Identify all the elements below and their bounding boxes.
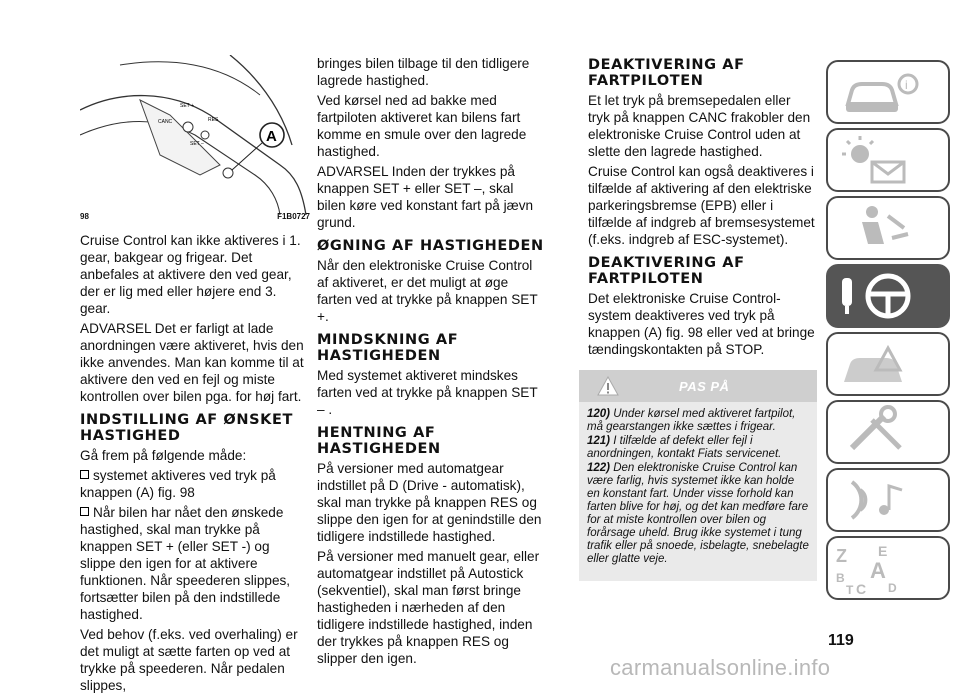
paragraph: På versioner med automatgear indstillet på D (Drive - automatisk), skal man trykke på knappen RES og slippe den igen for at genindstille den tidligere indstillede hastighed. <box>317 461 542 544</box>
warning-item-number: 121) <box>587 435 611 447</box>
warning-item-text: I tilfælde af defekt eller fejl i anordningen, kontakt Fiats servicenet. <box>587 435 782 460</box>
warning-box <box>579 370 817 581</box>
index-letter: T <box>846 583 854 597</box>
paragraph: Det elektroniske Cruise Control-system deaktiveres ved tryk på knappen (A) fig. 98 eller ved at bringe tændingskontakten på STOP. <box>588 291 815 357</box>
svg-text:i: i <box>905 78 908 92</box>
section-heading: DEAKTIVERING AF FARTPILOTEN <box>588 255 745 287</box>
warning-title: PAS PÅ <box>679 379 730 394</box>
column-1 <box>80 232 308 697</box>
paragraph: Et let tryk på bremsepedalen eller tryk på knappen CANC frakobler den elektroniske Cruise Control uden at slette den lagrede hastighed. <box>588 93 811 159</box>
key-steering-wheel-icon <box>828 266 948 326</box>
warning-triangle-icon <box>597 376 619 396</box>
warning-body <box>579 402 817 566</box>
page-number: 119 <box>828 632 854 649</box>
button-label-res: RES <box>208 117 219 123</box>
bullet-text: Når bilen har nået den ønskede hastighed, skal man trykke på knappen SET + (eller SET -) og slippe den igen for at aktivere funktionen. Når speederen slippes, fortsætter bilen på den indstillede hastighed. <box>80 505 291 622</box>
column-2 <box>317 55 545 670</box>
button-label-set-minus: SET – <box>190 141 204 147</box>
index-letter: D <box>888 581 897 595</box>
paragraph: ADVARSEL Inden der trykkes på knappen SET + eller SET –, skal bilen køre ved konstant fart på jævn grund. <box>317 164 534 230</box>
chapter-tab-emergency[interactable] <box>826 332 950 396</box>
car-emergency-icon <box>828 334 948 394</box>
warning-item-text: Under kørsel med aktiveret fartpilot, må gearstangen ikke sættes i frigear. <box>587 408 796 433</box>
warning-item-text: Den elektroniske Cruise Control kan være farlig, hvis systemet ikke kan holde en konstant fart. Under visse forhold kan farten blive for høj, og det kan medføre fare for at miste kontrollen over bilen og forårsage uheld. Brug ikke systemet i tung trafik eller på snoede, isbelagte, snebelagte eller glatte veje. <box>587 462 809 565</box>
maintenance-tools-icon <box>828 402 948 462</box>
bullet-square-icon <box>80 470 89 479</box>
paragraph: ADVARSEL Det er farligt at lade anordningen være aktiveret, hvis den ikke anvendes. Man kan komme til at aktivere den ved en fejl og miste kontrollen over bilen pga. for høj fart. <box>80 321 304 404</box>
button-label-canc: CANC <box>158 119 173 125</box>
index-letter: Z <box>836 546 847 566</box>
section-heading: HENTNING AF HASTIGHEDEN <box>317 425 441 457</box>
section-heading: DEAKTIVERING AF FARTPILOTEN <box>588 57 745 89</box>
chapter-tab-maintenance[interactable] <box>826 400 950 464</box>
warning-item-number: 120) <box>587 408 611 420</box>
figure-number: 98 <box>80 212 89 221</box>
bullet-text: systemet aktiveres ved tryk på knappen (A) fig. 98 <box>80 468 276 500</box>
paragraph: bringes bilen tilbage til den tidligere lagrede hastighed. <box>317 56 530 88</box>
index-letter: C <box>856 581 867 597</box>
figure-caption <box>80 212 310 221</box>
section-heading: MINDSKNING AF HASTIGHEDEN <box>317 332 459 364</box>
paragraph: Cruise Control kan ikke aktiveres i 1. gear, bakgear og frigear. Det anbefales at aktivere den ved gear, der er lig med eller højere end 3. gear. <box>80 233 301 316</box>
section-heading: INDSTILLING AF ØNSKET HASTIGHED <box>80 412 293 444</box>
section-heading: ØGNING AF HASTIGHEDEN <box>317 238 544 254</box>
chapter-tab-car-info[interactable] <box>826 60 950 124</box>
alphabetical-index-icon <box>828 538 948 598</box>
warning-item <box>587 435 809 461</box>
warning-lights-message-icon <box>828 130 948 190</box>
figure-code: F1B0727 <box>277 212 310 221</box>
bullet-square-icon <box>80 507 89 516</box>
bullet-item <box>80 504 308 623</box>
index-letter: E <box>878 543 888 559</box>
chapter-tab-warning-lights[interactable] <box>826 128 950 192</box>
paragraph: Gå frem på følgende måde: <box>80 448 247 463</box>
button-label-set-plus: SET + <box>180 103 194 109</box>
multimedia-icon <box>828 470 948 530</box>
steering-wheel-figure <box>80 55 310 215</box>
warning-item-number: 122) <box>587 462 611 474</box>
chapter-tab-index[interactable] <box>826 536 950 600</box>
warning-item <box>587 462 809 566</box>
paragraph: Ved behov (f.eks. ved overhaling) er det muligt at sætte farten op ved at trykke på speederen. Når pedalen slippes, <box>80 627 298 693</box>
warning-header <box>579 370 817 402</box>
chapter-tab-starting-driving[interactable] <box>826 264 950 328</box>
index-letter: A <box>870 558 886 583</box>
seat-safety-icon <box>828 198 948 258</box>
paragraph: På versioner med manuelt gear, eller automatgear indstillet på Autostick (sekventiel), skal man først bringe hastigheden i nærheden af den tidligere indstillede hastighed, inden der trykkes på knappen RES og slipper den igen. <box>317 549 540 666</box>
warning-item <box>587 408 809 434</box>
paragraph: Cruise Control kan også deaktiveres i tilfælde af aktivering af den elektriske parkeringsbremse (EPB) eller i tilfælde af indgreb af bremsesystemet (f.eks. indgreb af ESC-systemet). <box>588 164 815 247</box>
paragraph: Når den elektroniske Cruise Control af aktiveret, er det muligt at øge farten ved at trykke på knappen SET +. <box>317 258 538 324</box>
watermark: carmanualsonline.info <box>610 655 831 680</box>
bullet-item <box>80 467 308 501</box>
paragraph: Ved kørsel ned ad bakke med fartpiloten aktiveret kan bilens fart komme en smule over den lagrede hastighed. <box>317 93 527 159</box>
chapter-tab-multimedia[interactable] <box>826 468 950 532</box>
paragraph: Med systemet aktiveret mindskes farten ved at trykke på knappen SET – . <box>317 368 538 417</box>
column-3 <box>588 55 816 361</box>
index-letter: B <box>836 571 845 585</box>
car-info-icon <box>828 62 948 122</box>
callout-a: A <box>266 128 277 145</box>
chapter-tab-safety[interactable] <box>826 196 950 260</box>
